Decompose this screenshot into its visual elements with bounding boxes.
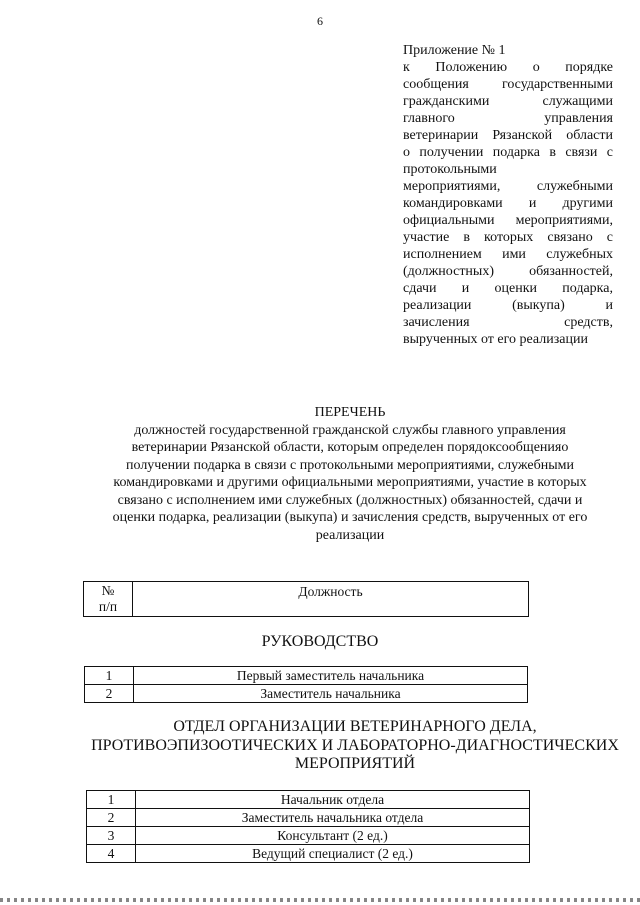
section-title-department bbox=[90, 718, 620, 774]
row-number: 2 bbox=[87, 809, 136, 827]
department-table bbox=[86, 790, 530, 863]
section-title-line: ОТДЕЛ ОРГАНИЗАЦИИ ВЕТЕРИНАРНОГО ДЕЛА, bbox=[173, 718, 537, 735]
table-row bbox=[85, 685, 528, 703]
appendix-line: исполнением ими служебных bbox=[403, 247, 613, 262]
appendix-line: главного управления bbox=[403, 111, 613, 126]
table-row bbox=[84, 582, 529, 617]
section-title-line: МЕРОПРИЯТИЙ bbox=[294, 755, 416, 772]
row-number: 1 bbox=[87, 791, 136, 809]
title-line: связано с исполнением ими служебных (должностных) обязанностей, сдачи и bbox=[117, 492, 583, 508]
appendix-line: Приложение № 1 bbox=[403, 43, 506, 58]
number-header-line1: № bbox=[101, 583, 115, 598]
table-row bbox=[87, 827, 530, 845]
number-header bbox=[84, 582, 133, 617]
appendix-line: гражданскими служащими bbox=[403, 94, 613, 109]
table-row bbox=[85, 667, 528, 685]
appendix-line: сообщения государственными bbox=[403, 77, 613, 92]
appendix-line: к Положению о порядке bbox=[403, 60, 613, 75]
header-table bbox=[83, 581, 529, 617]
row-position: Заместитель начальника bbox=[134, 685, 528, 703]
title-line: оценки подарка, реализации (выкупа) и зачисления средств, вырученных от его bbox=[112, 510, 588, 525]
leadership-table bbox=[84, 666, 528, 703]
row-number: 1 bbox=[85, 667, 134, 685]
scan-artifact-line bbox=[0, 898, 640, 902]
section-title-leadership: РУКОВОДСТВО bbox=[261, 633, 379, 650]
appendix-line: (должностных) обязанностей, bbox=[403, 264, 613, 279]
title-line: ветеринарии Рязанской области, которым определен порядоксообщенияо bbox=[131, 440, 569, 455]
appendix-line: участие в которых связано с bbox=[403, 230, 613, 245]
row-number: 4 bbox=[87, 845, 136, 863]
table-row bbox=[87, 845, 530, 863]
row-position: Начальник отдела bbox=[136, 791, 530, 809]
title-heading: ПЕРЕЧЕНЬ bbox=[314, 405, 386, 420]
row-number: 3 bbox=[87, 827, 136, 845]
appendix-line: протокольными bbox=[403, 162, 497, 177]
table-row bbox=[87, 791, 530, 809]
appendix-line: официальными мероприятиями, bbox=[403, 213, 613, 228]
page-number: 6 bbox=[317, 14, 323, 28]
appendix-line: сдачи и оценки подарка, bbox=[403, 281, 613, 296]
table-row bbox=[87, 809, 530, 827]
position-header: Должность bbox=[133, 582, 529, 617]
appendix-line: зачисления средств, bbox=[403, 315, 613, 330]
row-position: Консультант (2 ед.) bbox=[136, 827, 530, 845]
appendix-note bbox=[403, 42, 613, 348]
appendix-line: реализации (выкупа) и bbox=[403, 298, 613, 313]
title-line: должностей государственной гражданской службы главного управления bbox=[134, 422, 566, 438]
appendix-line: мероприятиями, служебными bbox=[403, 179, 613, 194]
appendix-line: вырученных от его реализации bbox=[403, 332, 588, 347]
title-line: командировками и другими официальными мероприятиями, участие в которых bbox=[113, 475, 587, 490]
number-header-line2: п/п bbox=[98, 599, 118, 614]
title-line: реализации bbox=[315, 527, 385, 543]
row-position: Заместитель начальника отдела bbox=[136, 809, 530, 827]
appendix-line: командировками и другими bbox=[403, 196, 613, 211]
title-line: получении подарка в связи с протокольными мероприятиями, служебными bbox=[126, 457, 574, 473]
appendix-line: ветеринарии Рязанской области bbox=[403, 128, 613, 143]
row-position: Первый заместитель начальника bbox=[134, 667, 528, 685]
section-title-line: ПРОТИВОЭПИЗООТИЧЕСКИХ И ЛАБОРАТОРНО-ДИАГНОСТИЧЕСКИХ bbox=[91, 736, 619, 754]
row-position: Ведущий специалист (2 ед.) bbox=[136, 845, 530, 863]
appendix-line: о получении подарка в связи с bbox=[403, 145, 613, 160]
row-number: 2 bbox=[85, 685, 134, 703]
document-title bbox=[60, 404, 640, 544]
